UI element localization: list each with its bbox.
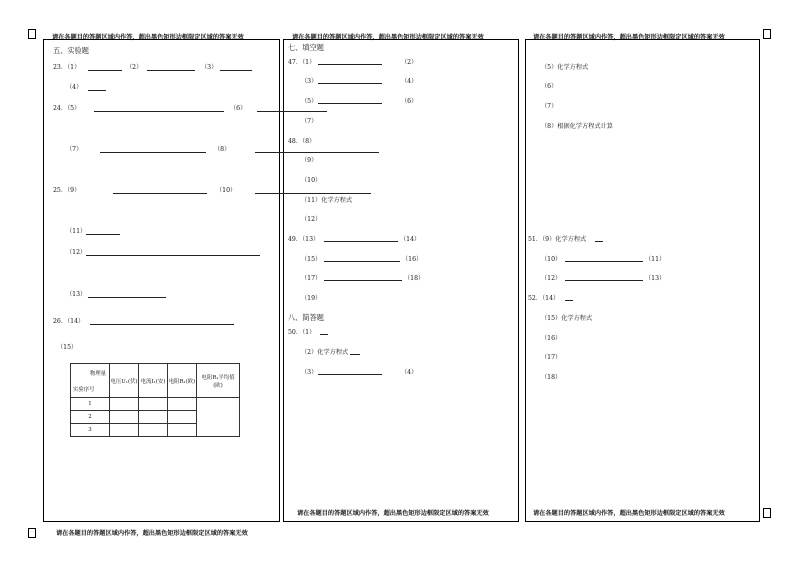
table-cell[interactable] <box>168 411 197 424</box>
table-cell[interactable] <box>139 411 168 424</box>
warning-top-3: 请在各题目的答题区域内作答，超出黑色矩形边框限定区域的答案无效 <box>533 34 725 41</box>
q52-16-label: （16） <box>541 335 562 342</box>
q49-17-label: （17） <box>301 275 322 282</box>
q23-2-label: （2） <box>126 64 143 71</box>
q26-14-label: 26．（14） <box>53 318 85 325</box>
q49-17-blank[interactable] <box>324 280 402 281</box>
table-cell[interactable] <box>139 398 168 411</box>
q48-9-label: （9） <box>301 157 318 164</box>
warning-bottom-3: 请在各题目的答题区域内作答，超出黑色矩形边框限定区域的答案无效 <box>533 510 725 517</box>
q24-7-label: （7） <box>66 146 83 153</box>
q23-3-blank[interactable] <box>220 70 252 71</box>
q24-5-label: 24．（5） <box>53 105 81 112</box>
q23-4-blank[interactable] <box>88 90 106 91</box>
table-header-resistance: 电阻R₁(欧) <box>168 364 197 398</box>
q25-12-blank[interactable] <box>86 255 260 256</box>
q48-11-label: （11）化学方程式 <box>301 197 353 204</box>
warning-bottom-left: 请在各题目的答题区域内作答，超出黑色矩形边框限定区域的答案无效 <box>56 530 248 537</box>
table-cell-average[interactable] <box>197 398 240 437</box>
corner-marker-top-right <box>763 29 771 39</box>
q51-12-blank[interactable] <box>565 280 643 281</box>
c3-5-label: （5）化学方程式 <box>541 64 589 71</box>
q26-15-label: （15） <box>57 344 78 351</box>
q48-8-label: 48．（8） <box>288 138 316 145</box>
q25-10-blank[interactable] <box>255 193 371 194</box>
q47-1-blank[interactable] <box>318 64 382 65</box>
q49-16-label: （16） <box>402 256 423 263</box>
table-cell[interactable] <box>110 398 139 411</box>
q47-3-label: （3） <box>301 78 318 85</box>
q52-14-blank[interactable] <box>565 300 573 301</box>
q25-10-label: （10） <box>216 187 237 194</box>
table-header-resistance-average: 电阻R₁平均值(欧) <box>197 364 240 398</box>
q25-13-label: （13） <box>66 291 87 298</box>
q23-3-label: （3） <box>201 64 218 71</box>
section-title-short-answer: 八、简答题 <box>288 313 324 322</box>
q25-9-label: 25．（9） <box>53 187 81 194</box>
q51-11-label: （11） <box>645 256 666 263</box>
q23-2-blank[interactable] <box>147 70 195 71</box>
warning-bottom-2: 请在各题目的答题区域内作答，超出黑色矩形边框限定区域的答案无效 <box>297 510 489 517</box>
q24-7-blank[interactable] <box>100 152 206 153</box>
q47-7-label: （7） <box>301 118 318 125</box>
q25-12-label: （12） <box>66 249 87 256</box>
q51-10-blank[interactable] <box>565 261 643 262</box>
table-header-physical-quantity: 物理量 <box>89 370 106 377</box>
table-cell[interactable] <box>110 424 139 437</box>
q49-13-blank[interactable] <box>324 241 398 242</box>
table-header-voltage: 电压U₁(伏) <box>110 364 139 398</box>
corner-marker-bottom-left <box>28 528 36 538</box>
q24-6-blank[interactable] <box>257 111 327 112</box>
q49-15-label: （15） <box>301 256 322 263</box>
q23-1-blank[interactable] <box>88 70 122 71</box>
q25-11-blank[interactable] <box>86 234 120 235</box>
table-cell[interactable] <box>168 398 197 411</box>
q52-15-label: （15）化学方程式 <box>541 315 593 322</box>
q52-14-label: 52．（14） <box>528 295 560 302</box>
q26-14-blank[interactable] <box>90 324 234 325</box>
q48-12-label: （12） <box>301 216 322 223</box>
q47-4-label: （4） <box>401 78 418 85</box>
q48-10-label: （10） <box>301 177 322 184</box>
q47-3-blank[interactable] <box>318 83 382 84</box>
q24-8-label: （8） <box>214 146 231 153</box>
table-cell[interactable] <box>139 424 168 437</box>
table-row-label-3: 3 <box>71 424 110 437</box>
table-cell[interactable] <box>110 411 139 424</box>
q47-6-label: （6） <box>401 98 418 105</box>
q24-8-blank[interactable] <box>255 152 379 153</box>
table-header-corner <box>71 364 110 398</box>
q47-5-label: （5） <box>301 98 318 105</box>
q23-4-label: （4） <box>66 84 83 91</box>
q51-9-blank[interactable] <box>595 241 603 242</box>
q51-10-label: （10） <box>541 256 562 263</box>
table-header-current: 电流I₁(安) <box>139 364 168 398</box>
q47-5-blank[interactable] <box>318 103 382 104</box>
q47-2-label: （2） <box>401 59 418 66</box>
q25-9-blank[interactable] <box>113 193 207 194</box>
q49-14-label: （14） <box>400 236 421 243</box>
q52-17-label: （17） <box>541 354 562 361</box>
q25-11-label: （11） <box>66 228 87 235</box>
q50-1-blank[interactable] <box>320 334 328 335</box>
q25-13-blank[interactable] <box>88 297 166 298</box>
c3-8-label: （8）根据化学方程式计算 <box>541 123 613 130</box>
q50-2-blank[interactable] <box>350 354 360 355</box>
warning-top-1: 请在各题目的答题区域内作答，超出黑色矩形边框限定区域的答案无效 <box>52 34 244 41</box>
q51-9-label: 51．（9）化学方程式 <box>528 236 587 243</box>
c3-6-label: （6） <box>541 83 558 90</box>
q49-13-label: 49．（13） <box>288 236 320 243</box>
table-cell[interactable] <box>168 424 197 437</box>
corner-marker-top-left <box>28 29 36 39</box>
table-row-label-2: 2 <box>71 411 110 424</box>
q24-5-blank[interactable] <box>94 111 224 112</box>
experiment-table <box>70 363 240 437</box>
q50-2-label: （2）化学方程式 <box>301 349 349 356</box>
section-title-experiment: 五、实验题 <box>53 46 89 55</box>
q50-1-label: 50．（1） <box>288 329 316 336</box>
corner-marker-bottom-right <box>763 508 771 518</box>
q50-3-blank[interactable] <box>318 374 382 375</box>
q52-18-label: （18） <box>541 374 562 381</box>
q23-1-label: 23．（1） <box>53 64 81 71</box>
c3-7-label: （7） <box>541 103 558 110</box>
q49-18-label: （18） <box>404 275 425 282</box>
q50-4-label: （4） <box>401 369 418 376</box>
q49-15-blank[interactable] <box>324 261 400 262</box>
q51-13-label: （13） <box>645 275 666 282</box>
q24-6-label: （6） <box>230 105 247 112</box>
warning-top-2: 请在各题目的答题区域内作答，超出黑色矩形边框限定区域的答案无效 <box>292 34 484 41</box>
table-row-label-1: 1 <box>71 398 110 411</box>
table-header-trial-number: 实验序号 <box>73 386 95 393</box>
q49-19-label: （19） <box>301 295 322 302</box>
section-title-fill-in: 七、填空题 <box>288 43 324 52</box>
q50-3-label: （3） <box>301 369 318 376</box>
q51-12-label: （12） <box>541 275 562 282</box>
q47-1-label: 47．（1） <box>288 59 316 66</box>
